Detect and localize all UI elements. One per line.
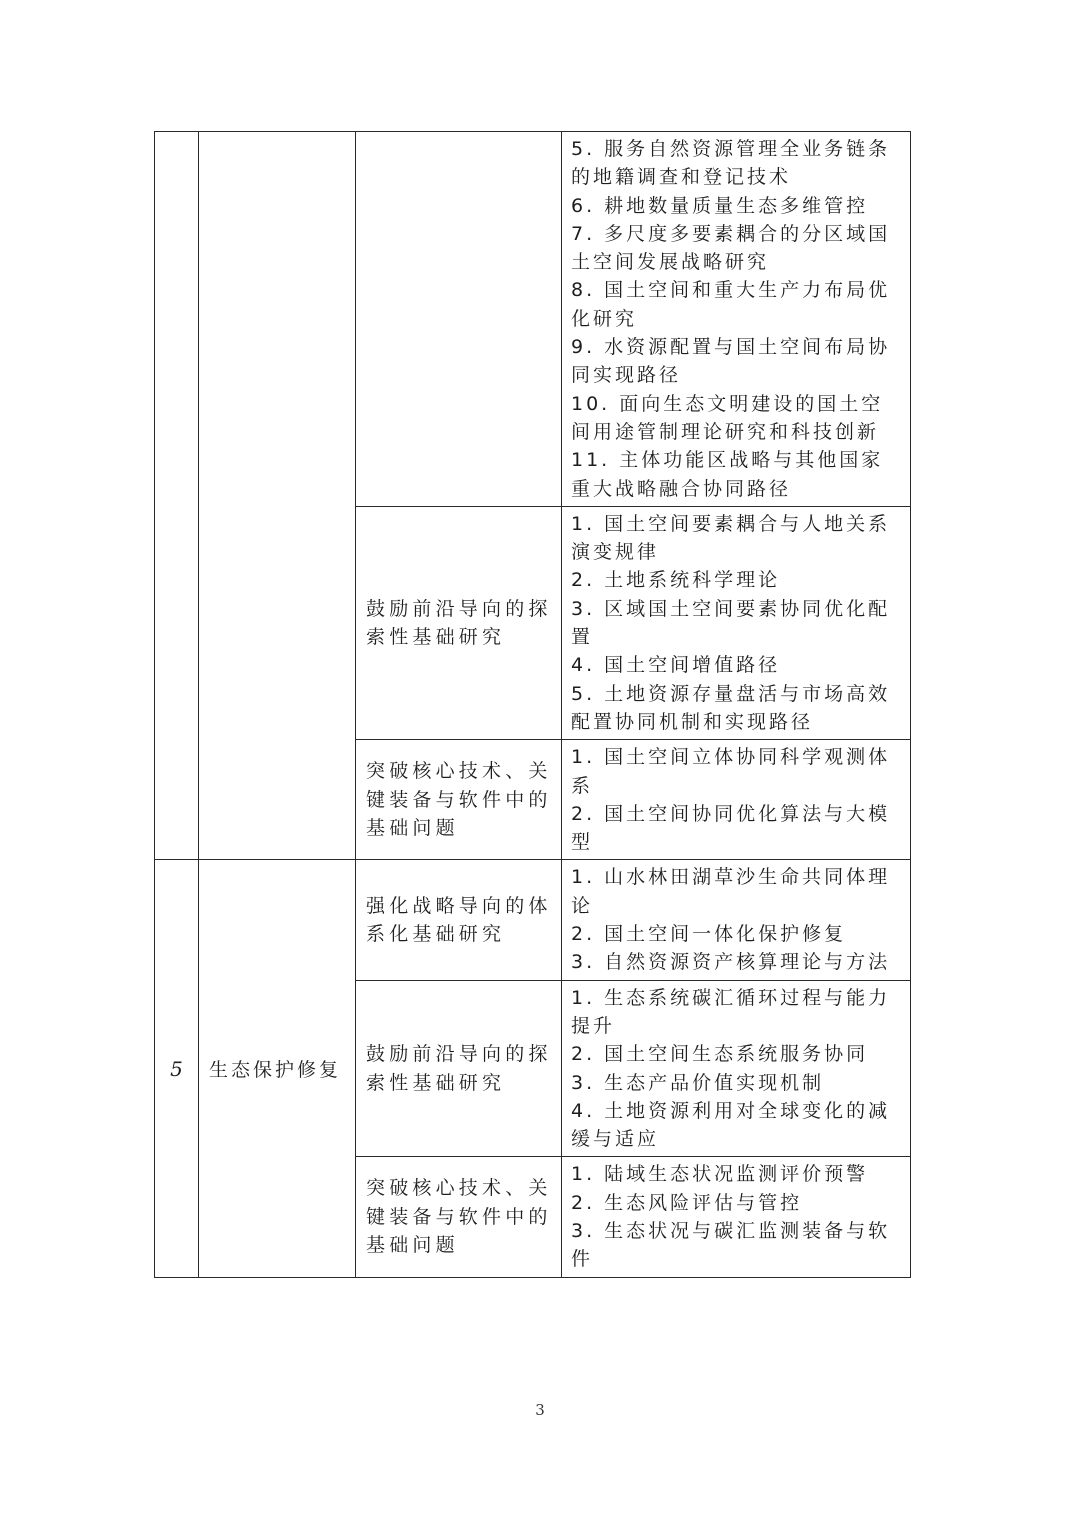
research-directions-table (154, 131, 911, 1278)
list-item: 1. 山水林田湖草沙生命共同体理论 (571, 866, 891, 917)
category-cell: 强化战略导向的体系化基础研究 (356, 860, 562, 980)
list-item: 6. 耕地数量质量生态多维管控 (571, 194, 869, 217)
items-cell (562, 740, 911, 860)
list-item: 9. 水资源配置与国土空间布局协同实现路径 (571, 336, 891, 387)
category-cell: 突破核心技术、关键装备与软件中的基础问题 (356, 1157, 562, 1277)
list-item: 1. 国土空间要素耦合与人地关系演变规律 (571, 512, 891, 564)
list-item: 7. 多尺度多要素耦合的分区域国土空间发展战略研究 (571, 222, 891, 274)
list-item: 3. 自然资源资产核算理论与方法 (571, 951, 891, 974)
section-name: 生态保护修复 (199, 860, 356, 1277)
list-item: 4. 土地资源利用对全球变化的减缓与适应 (571, 1099, 891, 1151)
section-name (199, 132, 356, 860)
table-row (155, 132, 911, 507)
items-cell (562, 980, 911, 1157)
section-number (155, 132, 199, 860)
list-item: 8. 国土空间和重大生产力布局优化研究 (571, 279, 891, 330)
list-item: 2. 国土空间协同优化算法与大模型 (571, 802, 891, 854)
list-item: 5. 土地资源存量盘活与市场高效配置协同机制和实现路径 (571, 682, 891, 733)
category-cell (356, 132, 562, 507)
items-cell (562, 860, 911, 980)
list-item: 11. 主体功能区战略与其他国家重大战略融合协同路径 (571, 449, 884, 500)
list-item: 3. 生态状况与碳汇监测装备与软件 (571, 1219, 891, 1271)
category-cell: 鼓励前沿导向的探索性基础研究 (356, 980, 562, 1157)
list-item: 1. 生态系统碳汇循环过程与能力提升 (571, 986, 891, 1037)
table-row (155, 860, 911, 980)
list-item: 2. 国土空间一体化保护修复 (571, 923, 847, 946)
list-item: 4. 国土空间增值路径 (571, 654, 781, 677)
section-number: 5 (155, 860, 199, 1277)
list-item: 1. 国土空间立体协同科学观测体系 (571, 746, 891, 797)
list-item: 1. 陆域生态状况监测评价预警 (571, 1163, 869, 1186)
category-cell: 鼓励前沿导向的探索性基础研究 (356, 506, 562, 739)
list-item: 5. 服务自然资源管理全业务链条的地籍调查和登记技术 (571, 138, 891, 189)
items-cell (562, 506, 911, 739)
list-item: 2. 国土空间生态系统服务协同 (571, 1043, 869, 1066)
list-item: 2. 生态风险评估与管控 (571, 1191, 803, 1214)
list-item: 3. 生态产品价值实现机制 (571, 1071, 825, 1094)
category-cell: 突破核心技术、关键装备与软件中的基础问题 (356, 740, 562, 860)
page-number: 3 (535, 1401, 545, 1419)
items-cell (562, 132, 911, 507)
list-item: 3. 区域国土空间要素协同优化配置 (571, 597, 891, 649)
items-cell (562, 1157, 911, 1277)
list-item: 2. 土地系统科学理论 (571, 569, 781, 592)
list-item: 10. 面向生态文明建设的国土空间用途管制理论研究和科技创新 (571, 392, 884, 443)
